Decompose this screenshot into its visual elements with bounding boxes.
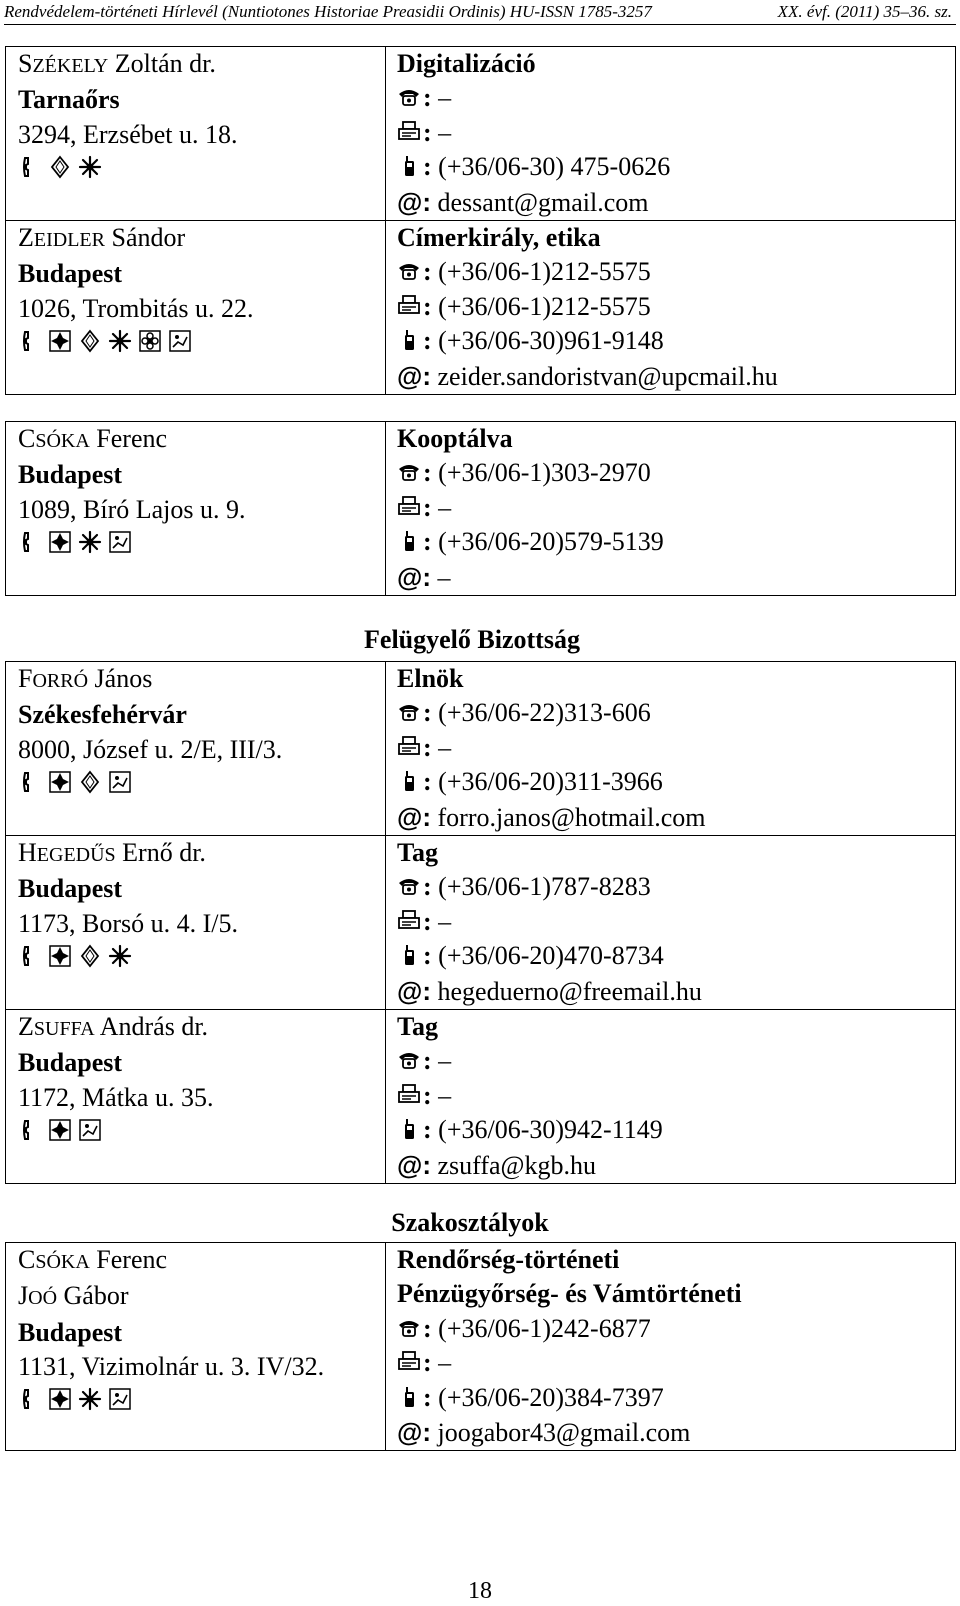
contact-mobile: : (+36/06-20)311-3966	[397, 765, 955, 799]
mobile-value: (+36/06-30)961-9148	[438, 326, 664, 356]
at-icon: @:	[397, 801, 432, 832]
member-contact	[386, 836, 956, 1010]
member-row	[6, 1243, 956, 1451]
board-table-3	[5, 661, 956, 1184]
fax-icon	[397, 1082, 421, 1108]
contact-phone: : (+36/06-22)313-606	[397, 696, 955, 730]
surname-rest: OÓ	[28, 1287, 58, 1310]
member-name	[18, 1010, 385, 1046]
star-icon	[78, 1387, 108, 1416]
member-city: Budapest	[18, 1048, 123, 1078]
surname-rest: SÓKA	[35, 1251, 90, 1273]
member-role: Digitalizáció	[397, 49, 536, 78]
fax-value: –	[438, 492, 452, 522]
contact-symbols	[18, 1115, 385, 1149]
lounge-icon	[108, 1387, 138, 1416]
surname-initial: F	[18, 664, 33, 693]
email-value: hegeduerno@freemail.hu	[437, 976, 702, 1006]
member-name	[18, 47, 385, 83]
lounge-icon	[108, 530, 138, 559]
email-value: –	[437, 562, 451, 592]
mobile-value: (+36/06-20)470-8734	[438, 941, 664, 971]
member-city: Budapest	[18, 1317, 123, 1347]
at-icon: @:	[397, 186, 432, 217]
mobile-icon	[397, 1384, 421, 1410]
fax-icon	[397, 494, 421, 520]
contact-symbols	[18, 941, 385, 975]
contact-mobile: : (+36/06-20)470-8734	[397, 939, 955, 973]
phone-icon	[18, 1118, 48, 1147]
lounge-icon	[168, 329, 198, 358]
fax-icon	[397, 908, 421, 934]
contact-email	[397, 359, 955, 394]
member-row	[6, 836, 956, 1010]
phone-icon	[18, 329, 48, 358]
member-contact	[386, 47, 956, 221]
surname-initial: Z	[18, 223, 34, 253]
contact-email	[397, 560, 955, 595]
mobile-value: (+36/06-30)942-1149	[438, 1115, 663, 1145]
flower-icon	[138, 329, 168, 358]
cross-icon	[48, 329, 78, 358]
member-role: Tag	[397, 1012, 438, 1042]
phone-icon	[18, 155, 48, 184]
journal-title: Rendvédelem-történeti Hírlevél (Nuntiotones Historiae Preasidii Ordinis) HU-ISSN 1785-3257	[4, 2, 652, 21]
member-address: 3294, Erzsébet u. 18.	[18, 119, 238, 149]
contact-fax: : –	[397, 731, 955, 765]
member-contact	[386, 1243, 956, 1451]
fax-icon	[397, 293, 421, 319]
surname-initial: C	[18, 424, 36, 453]
star-icon	[78, 530, 108, 559]
member-name	[18, 662, 385, 698]
email-value: dessant@gmail.com	[437, 187, 649, 217]
surname-initial: J	[18, 1281, 29, 1311]
lounge-icon	[108, 770, 138, 799]
phone-value: –	[438, 1046, 452, 1076]
cross-icon	[48, 530, 78, 559]
member-info	[6, 47, 386, 221]
contact-fax: : –	[397, 905, 955, 939]
given-name: Gábor	[57, 1281, 129, 1311]
fax-value: (+36/06-1)212-5575	[438, 291, 651, 321]
section-heading-supervisory: Felügyelő Bizottság	[364, 625, 580, 654]
member-address: 1173, Borsó u. 4. I/5.	[18, 908, 239, 938]
diamond-icon	[48, 155, 78, 184]
member-name	[18, 1243, 385, 1279]
member-row	[6, 47, 956, 221]
contact-phone: : (+36/06-1)303-2970	[397, 456, 955, 490]
tel-icon	[397, 1047, 421, 1073]
phone-value: (+36/06-22)313-606	[438, 698, 651, 728]
diamond-icon	[78, 770, 108, 799]
member-info	[6, 662, 386, 836]
member-address: 1026, Trombitás u. 22.	[18, 293, 254, 323]
given-name: Ferenc	[89, 1245, 168, 1274]
member-info	[6, 836, 386, 1010]
contact-symbols	[18, 152, 385, 186]
tel-icon	[397, 84, 421, 110]
contact-mobile: : (+36/06-30) 475-0626	[397, 150, 955, 184]
mobile-icon	[397, 153, 421, 179]
diamond-icon	[78, 329, 108, 358]
member-role: Címerkirály, etika	[397, 223, 601, 253]
given-name: Zoltán dr.	[108, 49, 216, 78]
member-contact	[386, 662, 956, 836]
at-icon: @:	[397, 561, 432, 592]
surname-rest: ORRÓ	[32, 670, 89, 692]
fax-icon	[397, 1349, 421, 1375]
fax-value: –	[438, 732, 452, 762]
cross-icon	[48, 770, 78, 799]
phone-value: (+36/06-1)212-5575	[438, 257, 651, 287]
diamond-icon	[78, 944, 108, 973]
star-icon	[78, 155, 108, 184]
star-icon	[108, 329, 138, 358]
surname-initial: Z	[18, 1012, 34, 1042]
member-row	[6, 1010, 956, 1184]
board-table-4	[5, 1242, 956, 1451]
surname-rest: EGEDŰS	[36, 844, 116, 867]
contact-symbols	[18, 1385, 385, 1419]
email-value: zeider.sandoristvan@upcmail.hu	[437, 361, 778, 391]
member-contact	[386, 422, 956, 596]
member-city: Budapest	[18, 259, 123, 289]
member-address: 1131, Vizimolnár u. 3. IV/32.	[18, 1352, 325, 1382]
member-contact	[386, 221, 956, 395]
contact-email	[397, 974, 955, 1009]
mobile-value: (+36/06-20)311-3966	[438, 767, 663, 797]
tel-icon	[397, 699, 421, 725]
mobile-icon	[397, 768, 421, 794]
surname-initial: H	[18, 838, 37, 868]
running-header	[0, 0, 960, 26]
cross-icon	[48, 944, 78, 973]
contact-mobile: : (+36/06-30)961-9148	[397, 324, 955, 358]
member-info	[6, 1010, 386, 1184]
contact-fax: : –	[397, 491, 955, 525]
member-address: 8000, József u. 2/E, III/3.	[18, 734, 283, 764]
contact-email	[397, 800, 955, 835]
given-name: Sándor	[104, 223, 186, 253]
at-icon: @:	[397, 975, 432, 1006]
board-table-1	[5, 46, 956, 395]
fax-icon	[397, 734, 421, 760]
surname-rest: ZÉKELY	[32, 55, 109, 77]
cross-icon	[48, 1387, 78, 1416]
member-name	[18, 1279, 385, 1315]
phone-value: (+36/06-1)303-2970	[438, 458, 651, 488]
mobile-icon	[397, 528, 421, 554]
member-city: Tarnaőrs	[18, 85, 120, 115]
surname-initial: S	[18, 49, 33, 78]
phone-icon	[18, 530, 48, 559]
board-table-2	[5, 421, 956, 596]
member-address: 1172, Mátka u. 35.	[18, 1082, 214, 1112]
email-value: forro.janos@hotmail.com	[437, 802, 706, 832]
at-icon: @:	[397, 1149, 432, 1180]
member-city: Székesfehérvár	[18, 700, 187, 730]
phone-icon	[18, 1387, 48, 1416]
mobile-value: (+36/06-20)384-7397	[438, 1382, 664, 1412]
phone-value: (+36/06-1)242-6877	[438, 1313, 651, 1343]
contact-email	[397, 1415, 955, 1450]
surname-initial: C	[18, 1245, 36, 1274]
surname-rest: SUFFA	[33, 1018, 95, 1041]
member-info	[6, 1243, 386, 1451]
lounge-icon	[78, 1118, 108, 1147]
email-value: joogabor43@gmail.com	[437, 1418, 691, 1448]
contact-email	[397, 1148, 955, 1183]
member-info	[6, 221, 386, 395]
at-icon: @:	[397, 360, 432, 391]
member-address: 1089, Bíró Lajos u. 9.	[18, 494, 246, 524]
contact-fax: : (+36/06-1)212-5575	[397, 290, 955, 324]
issue-info: XX. évf. (2011) 35–36. sz.	[777, 2, 952, 21]
member-row	[6, 422, 956, 596]
surname-rest: EIDLER	[33, 229, 105, 252]
member-row	[6, 662, 956, 836]
contact-fax: : –	[397, 116, 955, 150]
fax-value: –	[438, 117, 452, 147]
member-role: Elnök	[397, 664, 464, 693]
member-role: Rendőrség-történeti	[397, 1245, 620, 1274]
member-row	[6, 221, 956, 395]
surname-rest: SÓKA	[35, 430, 90, 452]
member-role: Kooptálva	[397, 424, 513, 453]
contact-email	[397, 185, 955, 220]
contact-phone: : –	[397, 81, 955, 115]
given-name: András dr.	[94, 1012, 209, 1042]
given-name: Ferenc	[89, 424, 168, 453]
star-icon	[108, 944, 138, 973]
header-rule	[4, 24, 956, 25]
fax-value: –	[438, 906, 452, 936]
phone-icon	[18, 944, 48, 973]
member-city: Budapest	[18, 460, 123, 490]
contact-phone: : (+36/06-1)242-6877	[397, 1312, 955, 1346]
at-icon: @:	[397, 1417, 432, 1448]
contact-symbols	[18, 527, 385, 561]
tel-icon	[397, 873, 421, 899]
member-city: Budapest	[18, 874, 123, 904]
member-name	[18, 422, 385, 458]
given-name: János	[88, 664, 153, 693]
phone-value: (+36/06-1)787-8283	[438, 872, 651, 902]
phone-value: –	[438, 83, 452, 113]
contact-symbols	[18, 767, 385, 801]
member-name	[18, 836, 385, 872]
contact-mobile: : (+36/06-20)579-5139	[397, 525, 955, 559]
fax-icon	[397, 119, 421, 145]
member-contact	[386, 1010, 956, 1184]
cross-icon	[48, 1118, 78, 1147]
phone-icon	[18, 770, 48, 799]
contact-fax: : –	[397, 1346, 955, 1380]
member-role-2: Pénzügyőrség- és Vámtörténeti	[397, 1279, 742, 1309]
page-number: 18	[468, 1578, 492, 1604]
email-value: zsuffa@kgb.hu	[437, 1150, 597, 1180]
mobile-value: (+36/06-20)579-5139	[438, 527, 664, 557]
contact-phone: : (+36/06-1)787-8283	[397, 870, 955, 904]
section-heading-divisions: Szakosztályok	[391, 1208, 549, 1237]
contact-mobile: : (+36/06-20)384-7397	[397, 1381, 955, 1415]
fax-value: –	[438, 1080, 452, 1110]
member-info	[6, 422, 386, 596]
member-role: Tag	[397, 838, 438, 868]
mobile-icon	[397, 1116, 421, 1142]
tel-icon	[397, 459, 421, 485]
tel-icon	[397, 258, 421, 284]
contact-fax: : –	[397, 1079, 955, 1113]
fax-value: –	[438, 1348, 452, 1378]
contact-phone: : (+36/06-1)212-5575	[397, 255, 955, 289]
member-name	[18, 221, 385, 257]
given-name: Ernő dr.	[115, 838, 206, 868]
mobile-value: (+36/06-30) 475-0626	[438, 152, 671, 182]
contact-phone: : –	[397, 1044, 955, 1078]
contact-mobile: : (+36/06-30)942-1149	[397, 1113, 955, 1147]
mobile-icon	[397, 942, 421, 968]
mobile-icon	[397, 327, 421, 353]
contact-symbols	[18, 326, 385, 360]
tel-icon	[397, 1315, 421, 1341]
